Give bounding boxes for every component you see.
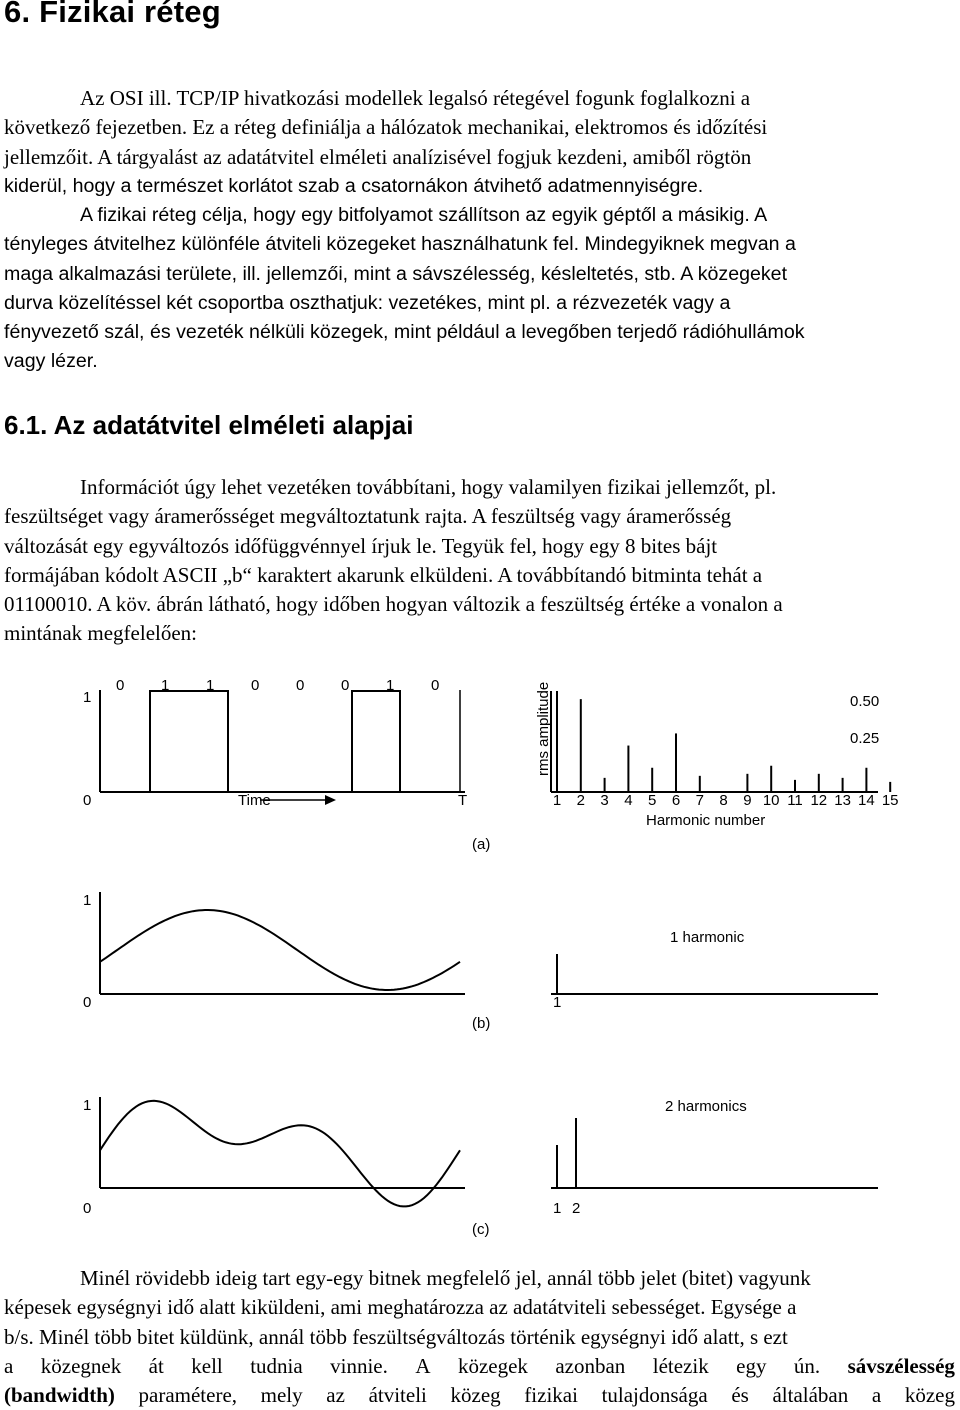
ref-label-050: 0.50 (850, 693, 880, 710)
harmonic-tick: 1 (552, 792, 562, 809)
text-word: közegnek (40, 1353, 122, 1378)
harmonic-tick: 1 (553, 994, 562, 1011)
text-word: általában (772, 1383, 849, 1408)
panel-caption: (a) (472, 836, 491, 853)
text-word: A (415, 1353, 431, 1378)
harmonic-tick: 8 (719, 792, 728, 809)
y-axis-bottom-label: 0 (83, 1200, 92, 1217)
harmonic-tick: 7 (695, 792, 704, 809)
text-line: Az OSI ill. TCP/IP hivatkozási modellek legalsó rétegével fogunk foglalkozni a (80, 86, 751, 110)
panel-caption: (c) (472, 1221, 490, 1238)
text-line (4, 1381, 955, 1410)
harmonic-tick: 9 (743, 792, 752, 809)
text-word: fizikai (524, 1383, 578, 1408)
text-word: közegek (457, 1353, 528, 1378)
text-line: maga alkalmazási területe, ill. jellemzői, mint a sávszélesség, késleltetés, stb. A közegeket (4, 262, 788, 285)
bit-label: 1 (161, 677, 170, 694)
chapter-heading: 6. Fizikai réteg (4, 0, 221, 29)
text-word: a (4, 1353, 14, 1378)
text-word: vinnie. (330, 1353, 388, 1378)
harmonic-tick: 2 (572, 1200, 581, 1217)
text-word: átviteli (368, 1383, 427, 1408)
harmonic-tick: 3 (600, 792, 609, 809)
bit-label: 0 (251, 677, 260, 694)
harmonic-tick: 10 (762, 792, 780, 809)
text-word: egy (736, 1353, 767, 1378)
text-word: és (731, 1383, 749, 1408)
text-word: át (148, 1353, 164, 1378)
spectrum-bars (557, 691, 890, 792)
text-line: Információt úgy lehet vezetéken továbbítani, hogy valamilyen fizikai jellemzőt, pl. (80, 475, 777, 499)
text-word: közeg (904, 1383, 955, 1408)
text-word: ún. (793, 1353, 821, 1378)
text-line: formájában kódolt ASCII „b“ karaktert akarunk elküldeni. A továbbítandó bitminta tehát a (4, 562, 763, 587)
y-axis-top-label: 1 (83, 689, 92, 706)
text-line: jellemzőit. A tárgyalást az adatátvitel elméleti analízisével fogjuk kezdeni, amiből rögtön (4, 144, 752, 169)
bold-term: sávszélesség (847, 1353, 955, 1378)
y-axis-top-label: 1 (83, 892, 92, 909)
bit-label: 1 (206, 677, 215, 694)
y-axis-top-label: 1 (83, 1097, 92, 1114)
theory-paragraph (4, 473, 955, 649)
panel-caption: (b) (472, 1015, 491, 1032)
harmonic-tick: 1 (553, 1200, 562, 1217)
text-word: mely (260, 1383, 303, 1408)
two-harmonics-wave (100, 1101, 460, 1207)
harmonic-count-label: 1 harmonic (670, 929, 745, 946)
bit-label: 1 (386, 677, 395, 694)
bit-label: 0 (116, 677, 125, 694)
harmonic-tick: 2 (576, 792, 585, 809)
text-word: kell (191, 1353, 223, 1378)
harmonic-count-label: 2 harmonics (665, 1098, 747, 1115)
spectrum-x-label: Harmonic number (646, 812, 766, 829)
text-line (4, 1352, 955, 1381)
text-word: az (326, 1383, 345, 1408)
text-line: fényvezető szál, és vezeték nélküli közegek, mint például a levegőben terjedő rádióhullámok (4, 321, 805, 344)
time-arrow-head (325, 795, 336, 805)
text-line: 01100010. A köv. ábrán látható, hogy időben hogyan változik a feszültség értéke a vonalon a (4, 592, 783, 617)
text-line: képesek egységnyi idő alatt kiküldeni, ami meghatározza az adatátviteli sebességet. Egysége a (4, 1295, 797, 1320)
bold-term: (bandwidth) (4, 1383, 115, 1408)
text-line: Minél rövidebb ideig tart egy-egy bitnek megfelelő jel, annál több jelet (bitet) vagyunk (80, 1266, 811, 1290)
harmonic-tick: 12 (810, 792, 828, 809)
y-axis-bottom-label: 0 (83, 792, 92, 809)
harmonic-tick: 11 (787, 792, 803, 809)
harmonic-tick: 6 (671, 792, 681, 809)
text-line: kiderül, hogy a természet korlátot szab a csatornákon átvihető adatmennyiségre. (4, 174, 704, 197)
text-line: A fizikai réteg célja, hogy egy bitfolyamot szállítson az egyik géptől a másikig. A (80, 204, 768, 226)
text-line: változását egy egyváltozós időfüggvénnyel írjuk le. Tegyük fel, hogy egy 8 bites bájt (4, 533, 718, 558)
text-line: durva közelítéssel két csoportba oszthatjuk: vezetékes, mint pl. a rézvezeték vagy a (4, 291, 731, 314)
text-line: feszültséget vagy áramerősséget megváltoztatunk rajta. A feszültség vagy áramerősség (4, 504, 732, 529)
text-line: következő fejezetben. Ez a réteg definiálja a hálózatok mechanikai, elektromos és időzítési (4, 115, 768, 140)
text-word: tulajdonsága (601, 1383, 708, 1408)
section-heading: 6.1. Az adatátvitel elméleti alapjai (4, 410, 414, 440)
harmonic-tick: 13 (834, 792, 851, 809)
bit-label: 0 (341, 677, 350, 694)
ref-label-025: 0.25 (850, 730, 880, 747)
bit-label: 0 (296, 677, 305, 694)
time-label: Time (238, 792, 271, 809)
y-axis-bottom-label: 0 (83, 994, 92, 1011)
intro-paragraph (4, 84, 955, 201)
text-line: b/s. Minél több bitet küldünk, annál több feszültségváltozás történik egységnyi idő alatt, s ezt (4, 1324, 788, 1349)
bit-label: 0 (431, 677, 440, 694)
text-word: a (871, 1383, 882, 1408)
text-word: tudnia (250, 1353, 303, 1378)
square-wave (100, 691, 460, 792)
text-word: azonban (555, 1353, 626, 1378)
text-line: mintának megfelelően: (4, 621, 198, 646)
text-word: létezik (652, 1353, 709, 1378)
harmonics-figure (60, 660, 900, 1250)
spectrum-y-label: rms amplitude (535, 681, 552, 776)
text-line: tényleges átvitelhez különféle átviteli közegeket használhatunk fel. Mindegyiknek megvan a (4, 233, 796, 256)
period-label: T (458, 792, 468, 809)
physical-layer-paragraph (4, 201, 955, 377)
harmonic-tick: 14 (858, 792, 875, 809)
one-harmonic-wave (100, 910, 460, 990)
harmonic-tick: 15 (881, 792, 899, 809)
text-word: közeg (450, 1383, 501, 1408)
text-line: vagy lézer. (4, 350, 98, 373)
bandwidth-paragraph (4, 1264, 955, 1410)
harmonic-tick: 4 (624, 792, 633, 809)
harmonic-tick: 5 (648, 792, 657, 809)
text-word: paramétere, (138, 1383, 238, 1408)
